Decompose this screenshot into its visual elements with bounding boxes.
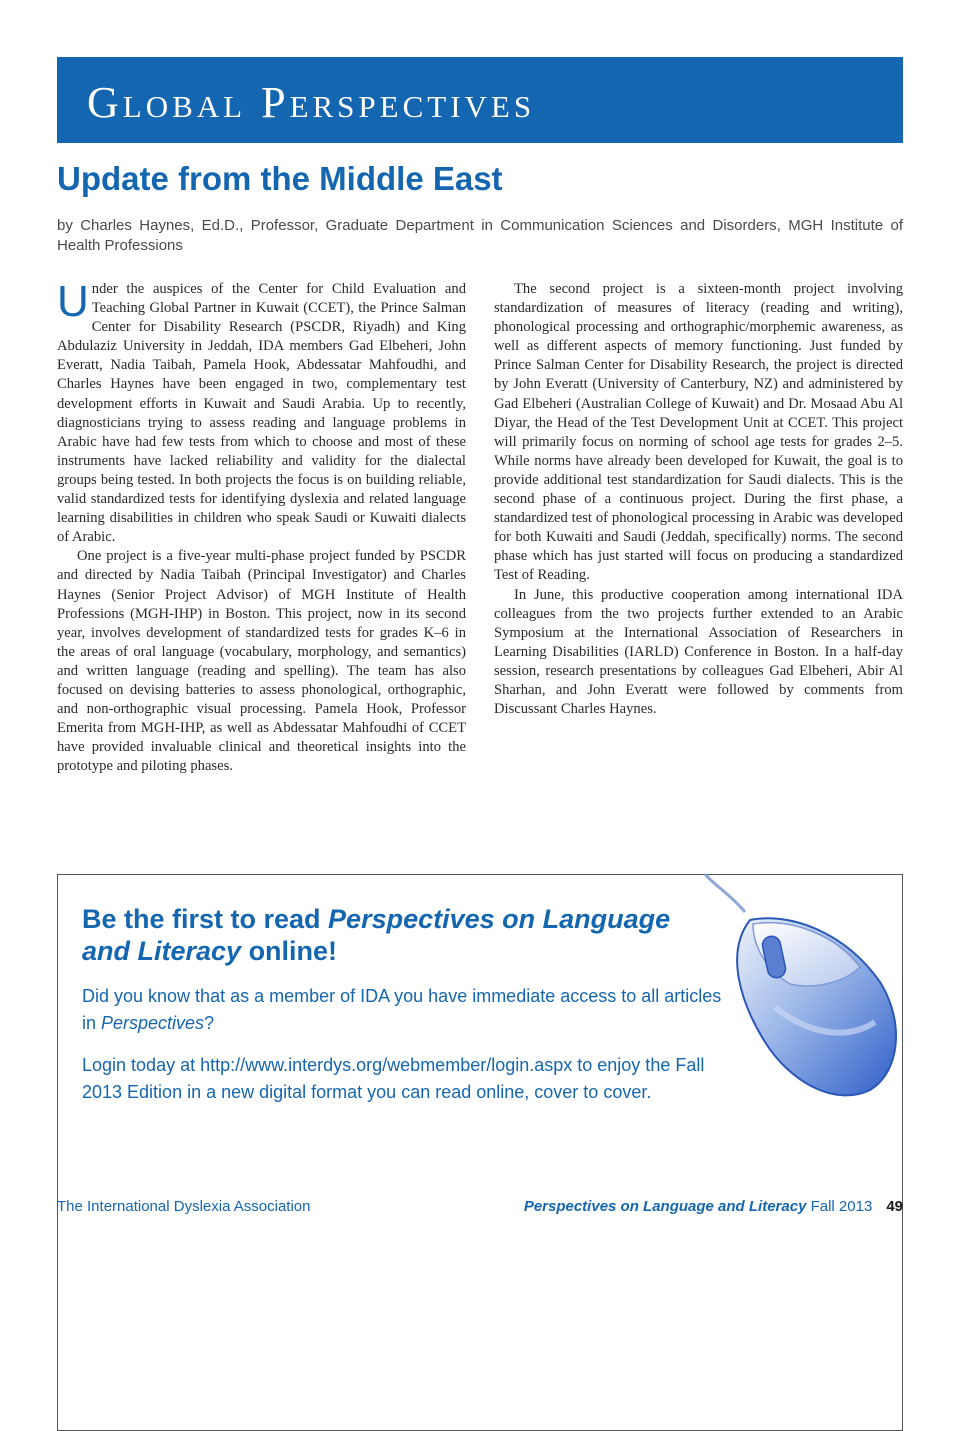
footer-publication: Perspectives on Language and Literacy bbox=[523, 1198, 807, 1215]
promo-title-publication: Perspectives on Language and Literacy bbox=[82, 904, 671, 966]
paragraph-text: nder the auspices of the Center for Child Evaluation and Teaching Global Partner in Kuwait (CCET), the Prince Salman Center for Disability Research (PSCDR, Riyadh) and King Abdulaziz University in Jeddah, IDA members Gad Elbeheri, John Everatt, Nadia Taibah, Pamela Hook, Abdessatar Mahfoudhi, and Charles Haynes have been engaged in two, complementary test development efforts in Kuwait and Saudi Arabia. Up to recently, diagnosticians trying to assess reading and language problems in Arabic have had few tests from which to choose and most of these instruments have lacked reliability and validity for the dialectal groups being tested. In both projects the focus is on building reliable, valid standardized tests for identifying dyslexia and related language learning disabilities in children who speak Saudi or Kuwaiti dialects of Arabic. bbox=[57, 281, 466, 546]
drop-cap: U bbox=[57, 277, 89, 326]
promo-paragraph bbox=[82, 1052, 722, 1106]
footer-publication-info bbox=[524, 1198, 903, 1215]
article-column-left bbox=[57, 277, 466, 776]
promo-text: Did you know that as a member of IDA you have immediate access to all articles in bbox=[82, 986, 722, 1033]
section-banner bbox=[57, 57, 903, 143]
promo-paragraph bbox=[82, 983, 722, 1037]
promo-title-text: online! bbox=[241, 936, 338, 966]
article-headline: Update from the Middle East bbox=[57, 160, 503, 197]
promo-title bbox=[82, 903, 702, 967]
article-column-right bbox=[494, 280, 903, 719]
footer-issue: Fall 2013 bbox=[810, 1198, 873, 1215]
article-paragraph bbox=[57, 277, 466, 547]
article-byline: by Charles Haynes, Ed.D., Professor, Graduate Department in Communication Sciences and Disorders, MGH Institute of Health Professions bbox=[57, 217, 903, 254]
footer-organization: The International Dyslexia Association bbox=[57, 1198, 311, 1215]
promo-text-italic: Perspectives bbox=[101, 1013, 205, 1033]
login-link[interactable]: http://www.interdys.org/webmember/login.aspx bbox=[200, 1055, 573, 1075]
promo-title-text: Be the first to read bbox=[82, 904, 329, 934]
article-paragraph: In June, this productive cooperation among international IDA colleagues from the two projects further extended to an Arabic Symposium at the International Association of Researchers in Learning Disabilities (IARLD) Conference in Boston. In a half-day session, research presentations by colleagues Gad Elbeheri, Abir Al Sharhan, and John Everatt were followed by comments from Discussant Charles Haynes. bbox=[494, 586, 903, 718]
section-title: Global Perspectives bbox=[87, 78, 536, 127]
promo-text: Login today at bbox=[82, 1055, 201, 1075]
promo-text: ? bbox=[204, 1013, 215, 1033]
article-paragraph: One project is a five-year multi-phase project funded by PSCDR and directed by Nadia Taibah (Principal Investigator) and Charles Haynes (Senior Project Advisor) of MGH Institute of Health Professions (MGH-IHP) in Boston. This project, now in its second year, involves development of standardized tests for grades K–6 in the areas of oral language (vocabulary, morphology, and semantics) and written language (reading and spelling). The team has also focused on devising batteries to assess phonological, orthographic, and non-orthographic visual processing. Pamela Hook, Professor Emerita from MGH-IHP, as well as Abdessatar Mahfoudhi of CCET have provided invaluable clinical and theoretical insights into the prototype and piloting phases. bbox=[57, 548, 466, 775]
promo-text: to enjoy the Fall 2013 Edition in a new digital format you can read online, cover to cover. bbox=[82, 1055, 705, 1102]
article-paragraph: The second project is a sixteen-month project involving standardization of measures of literacy (reading and writing), phonological processing and orthographic/morphemic awareness, as well as different aspects of memory functioning. Just funded by Prince Salman Center for Disability Research, the project is directed by John Everatt (University of Canterbury, NZ) and administered by Gad Elbeheri (Australian College of Kuwait) and Dr. Mosaad Abu Al Diyar, the Head of the Test Development Unit at CCET. This project will primarily focus on norming of school age tests for grades 2–5. While norms have already been developed for Kuwait, the goal is to provide additional test standardization for Saudi dialects. This is the second phase of a continuous project. During the first phase, a standardized test of phonological processing in Arabic was developed for both Kuwaiti and Saudi (Jeddah, specifically) norms. The second phase which has just started will focus on producing a standardized Test of Reading. bbox=[494, 281, 903, 584]
page-number: 49 bbox=[886, 1198, 903, 1215]
computer-mouse-icon bbox=[695, 872, 910, 1100]
